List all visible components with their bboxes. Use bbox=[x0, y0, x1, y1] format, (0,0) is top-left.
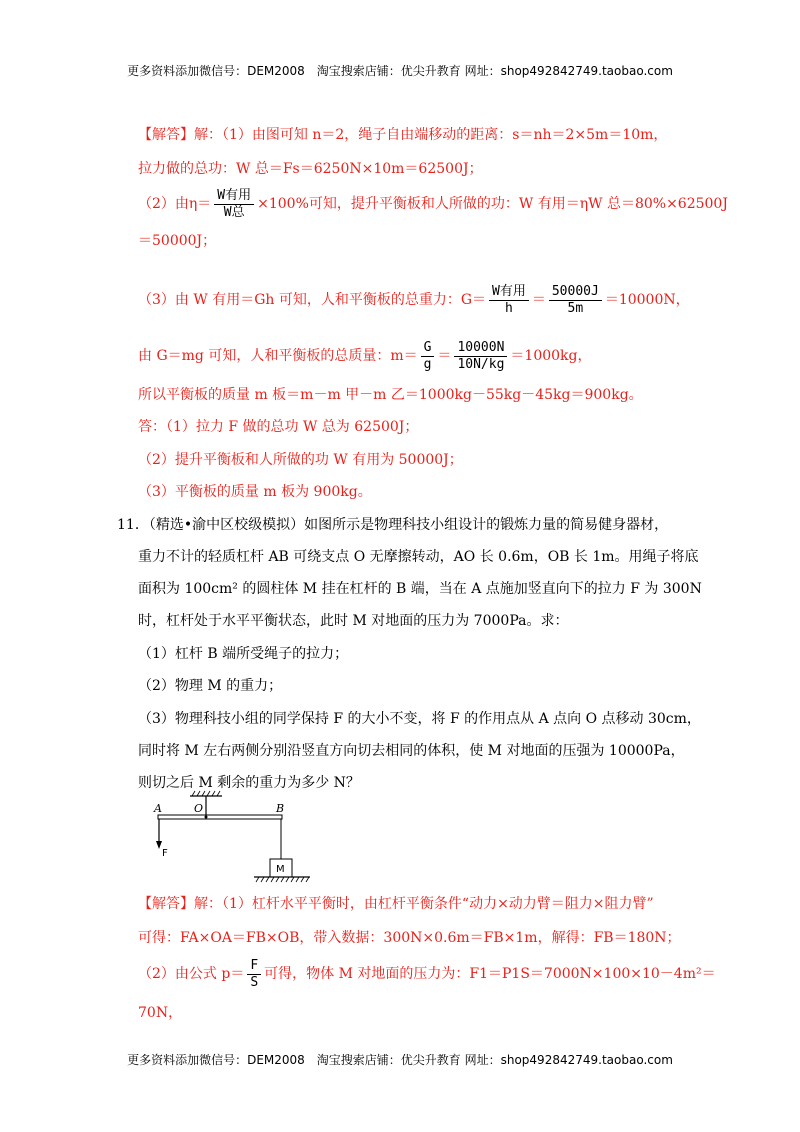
label-o: O bbox=[194, 802, 204, 815]
question-line-3: 面积为 100cm² 的圆柱体 M 挂在杠杆的 B 端，当在 A 点施加竖直向下的拉力 F 为 300N bbox=[138, 581, 702, 597]
lever-diagram bbox=[150, 786, 310, 886]
question-line-4: 时，杠杆处于水平平衡状态，此时 M 对地面的压力为 7000Pa。求： bbox=[138, 613, 569, 629]
answer-line-3 bbox=[138, 184, 728, 224]
text-segment: 由 G＝mg 可知，人和平衡板的总质量：m＝ bbox=[138, 348, 418, 364]
fraction-denominator: 10N/kg bbox=[457, 356, 505, 372]
fraction-f-over-s bbox=[247, 958, 261, 991]
answer2-line-3 bbox=[138, 954, 716, 994]
answer2-line-2: 可得：FA×OA＝FB×OB，带入数据：300N×0.6m＝FB×1m，解得：FB＝180N； bbox=[138, 930, 681, 946]
text-segment: （2）由公式 p＝ bbox=[138, 966, 245, 982]
equals-sign: ＝ bbox=[531, 292, 546, 308]
question-line-9: 则切之后 M 剩余的重力为多少 N？ bbox=[138, 775, 360, 791]
fraction-denominator: W总 bbox=[223, 204, 245, 220]
question-line-1: 11．（精选•渝中区校级模拟）如图所示是物理科技小组设计的锻炼力量的简易健身器材， bbox=[117, 517, 669, 533]
answer-line-5 bbox=[138, 280, 690, 320]
label-f: F bbox=[162, 848, 168, 859]
text-segment: （2）由η＝ bbox=[138, 196, 212, 212]
fraction-denominator: S bbox=[250, 974, 259, 990]
answer-tag: 【解答】 bbox=[138, 896, 194, 912]
fraction-mass-values bbox=[454, 340, 507, 373]
answer2-line-4: 70N， bbox=[138, 1005, 183, 1021]
answer-line-9: （2）提升平衡板和人所做的功 W 有用为 50000J； bbox=[138, 452, 463, 468]
text-segment: 可得，物体 M 对地面的压力为：F1＝P1S＝7000N×100×10－4m²＝ bbox=[264, 966, 716, 982]
fraction-g-over-g bbox=[421, 340, 435, 373]
text-segment: ＝1000kg， bbox=[510, 348, 592, 364]
fraction-denominator: g bbox=[423, 356, 432, 372]
label-a: A bbox=[154, 802, 162, 815]
question-line-2: 重力不计的轻质杠杆 AB 可绕支点 O 无摩擦转动，AO 长 0.6m，OB 长 1m。用绳子将底 bbox=[138, 549, 699, 565]
pivot-point bbox=[205, 816, 208, 819]
question-line-7: （3）物理科技小组的同学保持 F 的大小不变，将 F 的作用点从 A 点向 O 点移动 30cm， bbox=[138, 711, 701, 727]
fraction-efficiency bbox=[214, 188, 254, 221]
label-b: B bbox=[276, 802, 285, 815]
fraction-numerator: 50000J bbox=[551, 283, 599, 299]
ground-hatch bbox=[256, 877, 309, 882]
page-footer: 更多资料添加微信号：DEM2008 淘宝搜索店铺：优尖升教育 网址：shop492842749.taobao.com bbox=[127, 1053, 673, 1067]
text-segment: ＝10000N， bbox=[604, 292, 690, 308]
answer2-line-1 bbox=[138, 895, 654, 913]
fraction-denominator: h bbox=[505, 300, 513, 316]
page-header: 更多资料添加微信号：DEM2008 淘宝搜索店铺：优尖升教育 网址：shop492842749.taobao.com bbox=[127, 64, 673, 78]
ceiling-hatch bbox=[192, 791, 220, 796]
answer-line-4: ＝50000J； bbox=[138, 233, 217, 249]
lever-bar bbox=[158, 815, 282, 819]
fraction-denominator: 5m bbox=[567, 300, 584, 316]
question-line-5: （1）杠杆 B 端所受绳子的拉力； bbox=[138, 646, 349, 662]
text-segment: （3）由 W 有用＝Gh 可知，人和平衡板的总重力：G＝ bbox=[138, 292, 487, 308]
question-line-8: 同时将 M 左右两侧分别沿竖直方向切去相同的体积，使 M 对地面的压强为 10000Pa， bbox=[138, 743, 685, 759]
text-segment: ×100%可知，提升平衡板和人所做的功：W 有用＝ηW 总＝80%×62500J bbox=[257, 196, 728, 212]
answer-text: 解：（1）由图可知 n＝2，绳子自由端移动的距离：s＝nh＝2×5m＝10m， bbox=[194, 127, 668, 143]
fraction-work-over-h bbox=[489, 284, 529, 317]
answer-text: 解：（1）杠杆水平平衡时，由杠杆平衡条件“动力×动力臂＝阻力×阻力臂” bbox=[194, 896, 654, 912]
equals-sign: ＝ bbox=[437, 348, 452, 364]
fraction-numerator: 10000N bbox=[457, 339, 505, 355]
fraction-numerator: G bbox=[423, 339, 432, 355]
answer-line-6 bbox=[138, 336, 591, 376]
question-line-6: （2）物理 M 的重力； bbox=[138, 678, 283, 694]
answer-line-8: 答：（1）拉力 F 做的总功 W 总为 62500J； bbox=[138, 419, 419, 435]
answer-line-1 bbox=[138, 126, 667, 144]
answer-line-7: 所以平衡板的质量 m 板＝m－m 甲－m 乙＝1000kg－55kg－45kg＝900kg。 bbox=[138, 387, 643, 403]
answer-line-2: 拉力做的总功：W 总＝Fs＝6250N×10m＝62500J； bbox=[138, 161, 483, 177]
answer-tag: 【解答】 bbox=[138, 127, 194, 143]
fraction-numerator: W有用 bbox=[217, 187, 252, 203]
fraction-values bbox=[549, 284, 602, 317]
label-m: M bbox=[276, 864, 285, 875]
answer-line-10: （3）平衡板的质量 m 板为 900kg。 bbox=[138, 484, 372, 500]
fraction-numerator: W有用 bbox=[492, 283, 526, 299]
fraction-numerator: F bbox=[250, 957, 259, 973]
